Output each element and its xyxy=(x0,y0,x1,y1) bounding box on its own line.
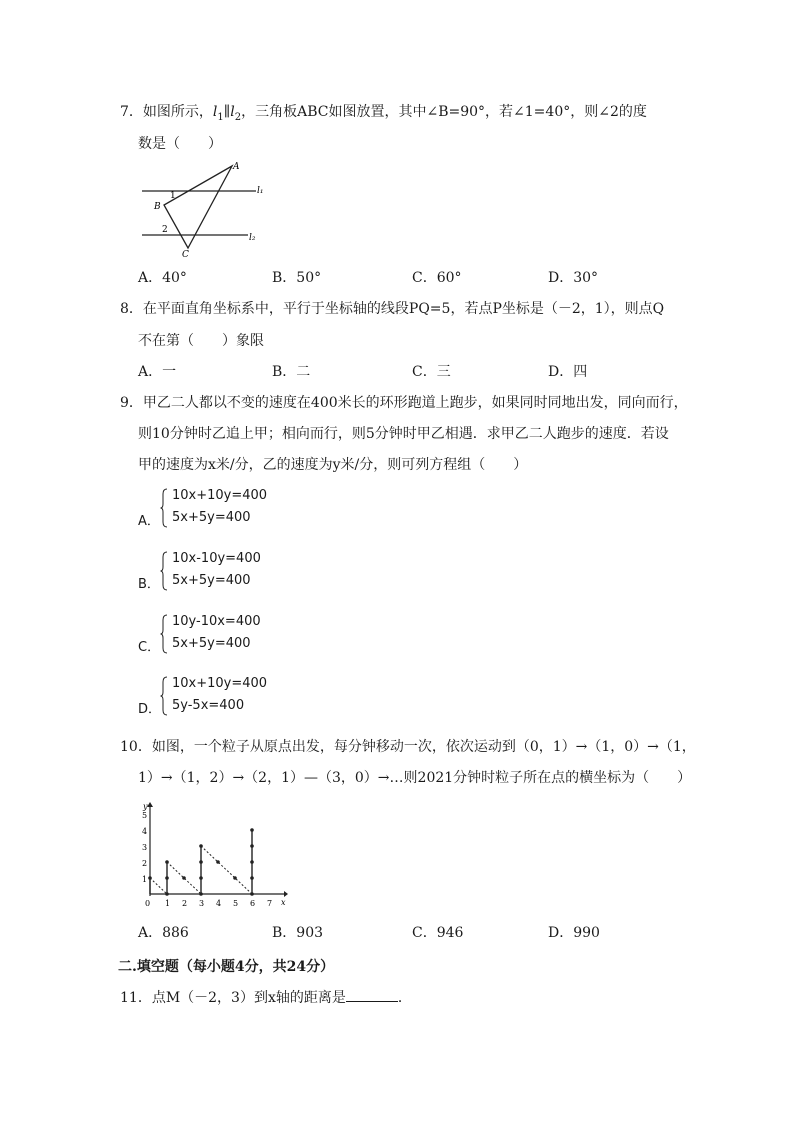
q10-x-arrow-icon xyxy=(284,891,288,897)
q10-x-tick: 5 xyxy=(233,899,239,908)
q7-label-B: B xyxy=(154,202,161,212)
q10-y-tick: 4 xyxy=(142,827,148,836)
q9-stem-line1: 9．甲乙二人都以不变的速度在400米长的环形跑道上跑步，如果同时同地出发，同向而行， xyxy=(120,395,688,411)
q10-option-d[interactable]: D．990 xyxy=(548,925,600,941)
q10-point xyxy=(233,876,237,880)
q7-label-C: C xyxy=(182,250,189,260)
q10-y-arrow-icon xyxy=(147,802,153,807)
q10-x-tick: 7 xyxy=(267,899,273,908)
q7-label-l1: l₁ xyxy=(257,186,264,196)
q10-stem-line1: 10．如图，一个粒子从原点出发，每分钟移动一次，依次运动到（0，1）→（1，0）→（1， xyxy=(120,739,696,755)
q10-point xyxy=(199,844,203,848)
q7-option-b[interactable]: B．50° xyxy=(272,270,322,286)
q10-option-b[interactable]: B．903 xyxy=(272,925,324,941)
q8-option-b[interactable]: B．二 xyxy=(272,364,311,380)
q9-brace-icon xyxy=(160,551,168,591)
q7-stem-line1: 7．如图所示，$l_1\parallel l_2$，三角板ABC如图放置，其中∠B=90°，若∠1=40°，则∠2的度 xyxy=(120,104,647,123)
q9-option-c-label: C． xyxy=(138,640,161,655)
q10-x-tick: 3 xyxy=(199,899,205,908)
q10-point xyxy=(199,876,203,880)
q10-stem-line2: 1）→（1，2）→（2，1）—（3，0）→…则2021分钟时粒子所在点的横坐标为（ ） xyxy=(138,770,692,786)
q9-stem-line3: 甲的速度为x米/分，乙的速度为y米/分，则可列方程组（ ） xyxy=(138,457,528,473)
q7-stem-line2: 数是（ ） xyxy=(138,136,222,152)
q10-point xyxy=(199,860,203,864)
q10-point xyxy=(250,892,254,896)
q10-origin-label: 0 xyxy=(145,899,151,908)
q10-point xyxy=(182,876,186,880)
q10-point xyxy=(250,860,254,864)
q10-option-c[interactable]: C．946 xyxy=(412,925,464,941)
q7-label-2: 2 xyxy=(162,225,168,235)
q10-x-tick: 6 xyxy=(250,899,256,908)
q9-brace-icon xyxy=(160,614,168,654)
q10-point xyxy=(148,876,152,880)
q10-x-label: x xyxy=(281,898,286,907)
q7-triangle xyxy=(164,166,232,248)
q8-option-d[interactable]: D．四 xyxy=(548,364,588,380)
q10-x-tick: 4 xyxy=(216,899,222,908)
q10-y-tick: 2 xyxy=(142,859,148,868)
q7-option-a[interactable]: A．40° xyxy=(138,270,187,286)
q9-option-a-eq2: 5x+5y=400 xyxy=(172,510,251,525)
q10-point xyxy=(250,844,254,848)
q7-option-d[interactable]: D．30° xyxy=(548,270,599,286)
q10-point xyxy=(199,892,203,896)
q9-option-c-eq1: 10y-10x=400 xyxy=(172,614,261,629)
q10-x-tick: 1 xyxy=(165,899,171,908)
q10-point xyxy=(165,876,169,880)
q9-option-a-label: A． xyxy=(138,514,160,529)
q8-stem-line2: 不在第（ ）象限 xyxy=(138,333,264,349)
q8-stem-line1: 8．在平面直角坐标系中，平行于坐标轴的线段PQ=5，若点P坐标是（－2，1），则点Q xyxy=(120,301,665,317)
q9-option-d-eq1: 10x+10y=400 xyxy=(172,676,268,691)
q7-option-c[interactable]: C．60° xyxy=(412,270,462,286)
q7-label-1: 1 xyxy=(170,191,176,201)
q9-option-b-eq2: 5x+5y=400 xyxy=(172,573,251,588)
q9-option-d-eq2: 5y-5x=400 xyxy=(172,698,245,713)
q9-option-b-eq1: 10x-10y=400 xyxy=(172,551,261,566)
q8-option-c[interactable]: C．三 xyxy=(412,364,451,380)
q9-option-a-eq1: 10x+10y=400 xyxy=(172,488,268,503)
q10-path xyxy=(150,878,167,894)
section-title-fill-in: 二.填空题（每小题4分，共24分） xyxy=(118,959,335,975)
q7-figure xyxy=(136,160,268,260)
q9-option-b-label: B． xyxy=(138,577,160,592)
q10-y-label: y xyxy=(143,802,148,811)
q10-x-tick: 2 xyxy=(182,899,188,908)
q9-option-c-eq2: 5x+5y=400 xyxy=(172,636,251,651)
q10-y-tick: 3 xyxy=(142,843,148,852)
q10-point xyxy=(165,860,169,864)
q9-option-d-label: D． xyxy=(138,702,162,717)
q11-stem: 11．点M（－2，3）到x轴的距离是 ． xyxy=(120,987,412,1008)
q10-y-tick: 1 xyxy=(142,875,148,884)
q10-option-a[interactable]: A．886 xyxy=(138,925,189,941)
q10-y-tick: 5 xyxy=(142,811,148,820)
q10-figure xyxy=(138,800,288,912)
q9-stem-line2: 则10分钟时乙追上甲；相向而行，则5分钟时甲乙相遇．求甲乙二人跑步的速度．若设 xyxy=(138,426,669,442)
q9-brace-icon xyxy=(160,676,168,716)
q10-point xyxy=(250,828,254,832)
q10-point xyxy=(250,876,254,880)
q9-brace-icon xyxy=(160,488,168,528)
q10-point xyxy=(216,860,220,864)
q7-label-l2: l₂ xyxy=(249,233,256,243)
q10-path xyxy=(201,846,252,894)
q10-point xyxy=(165,892,169,896)
q7-label-A: A xyxy=(233,162,240,172)
q11-answer-blank[interactable] xyxy=(346,987,398,1002)
q8-option-a[interactable]: A．一 xyxy=(138,364,177,380)
